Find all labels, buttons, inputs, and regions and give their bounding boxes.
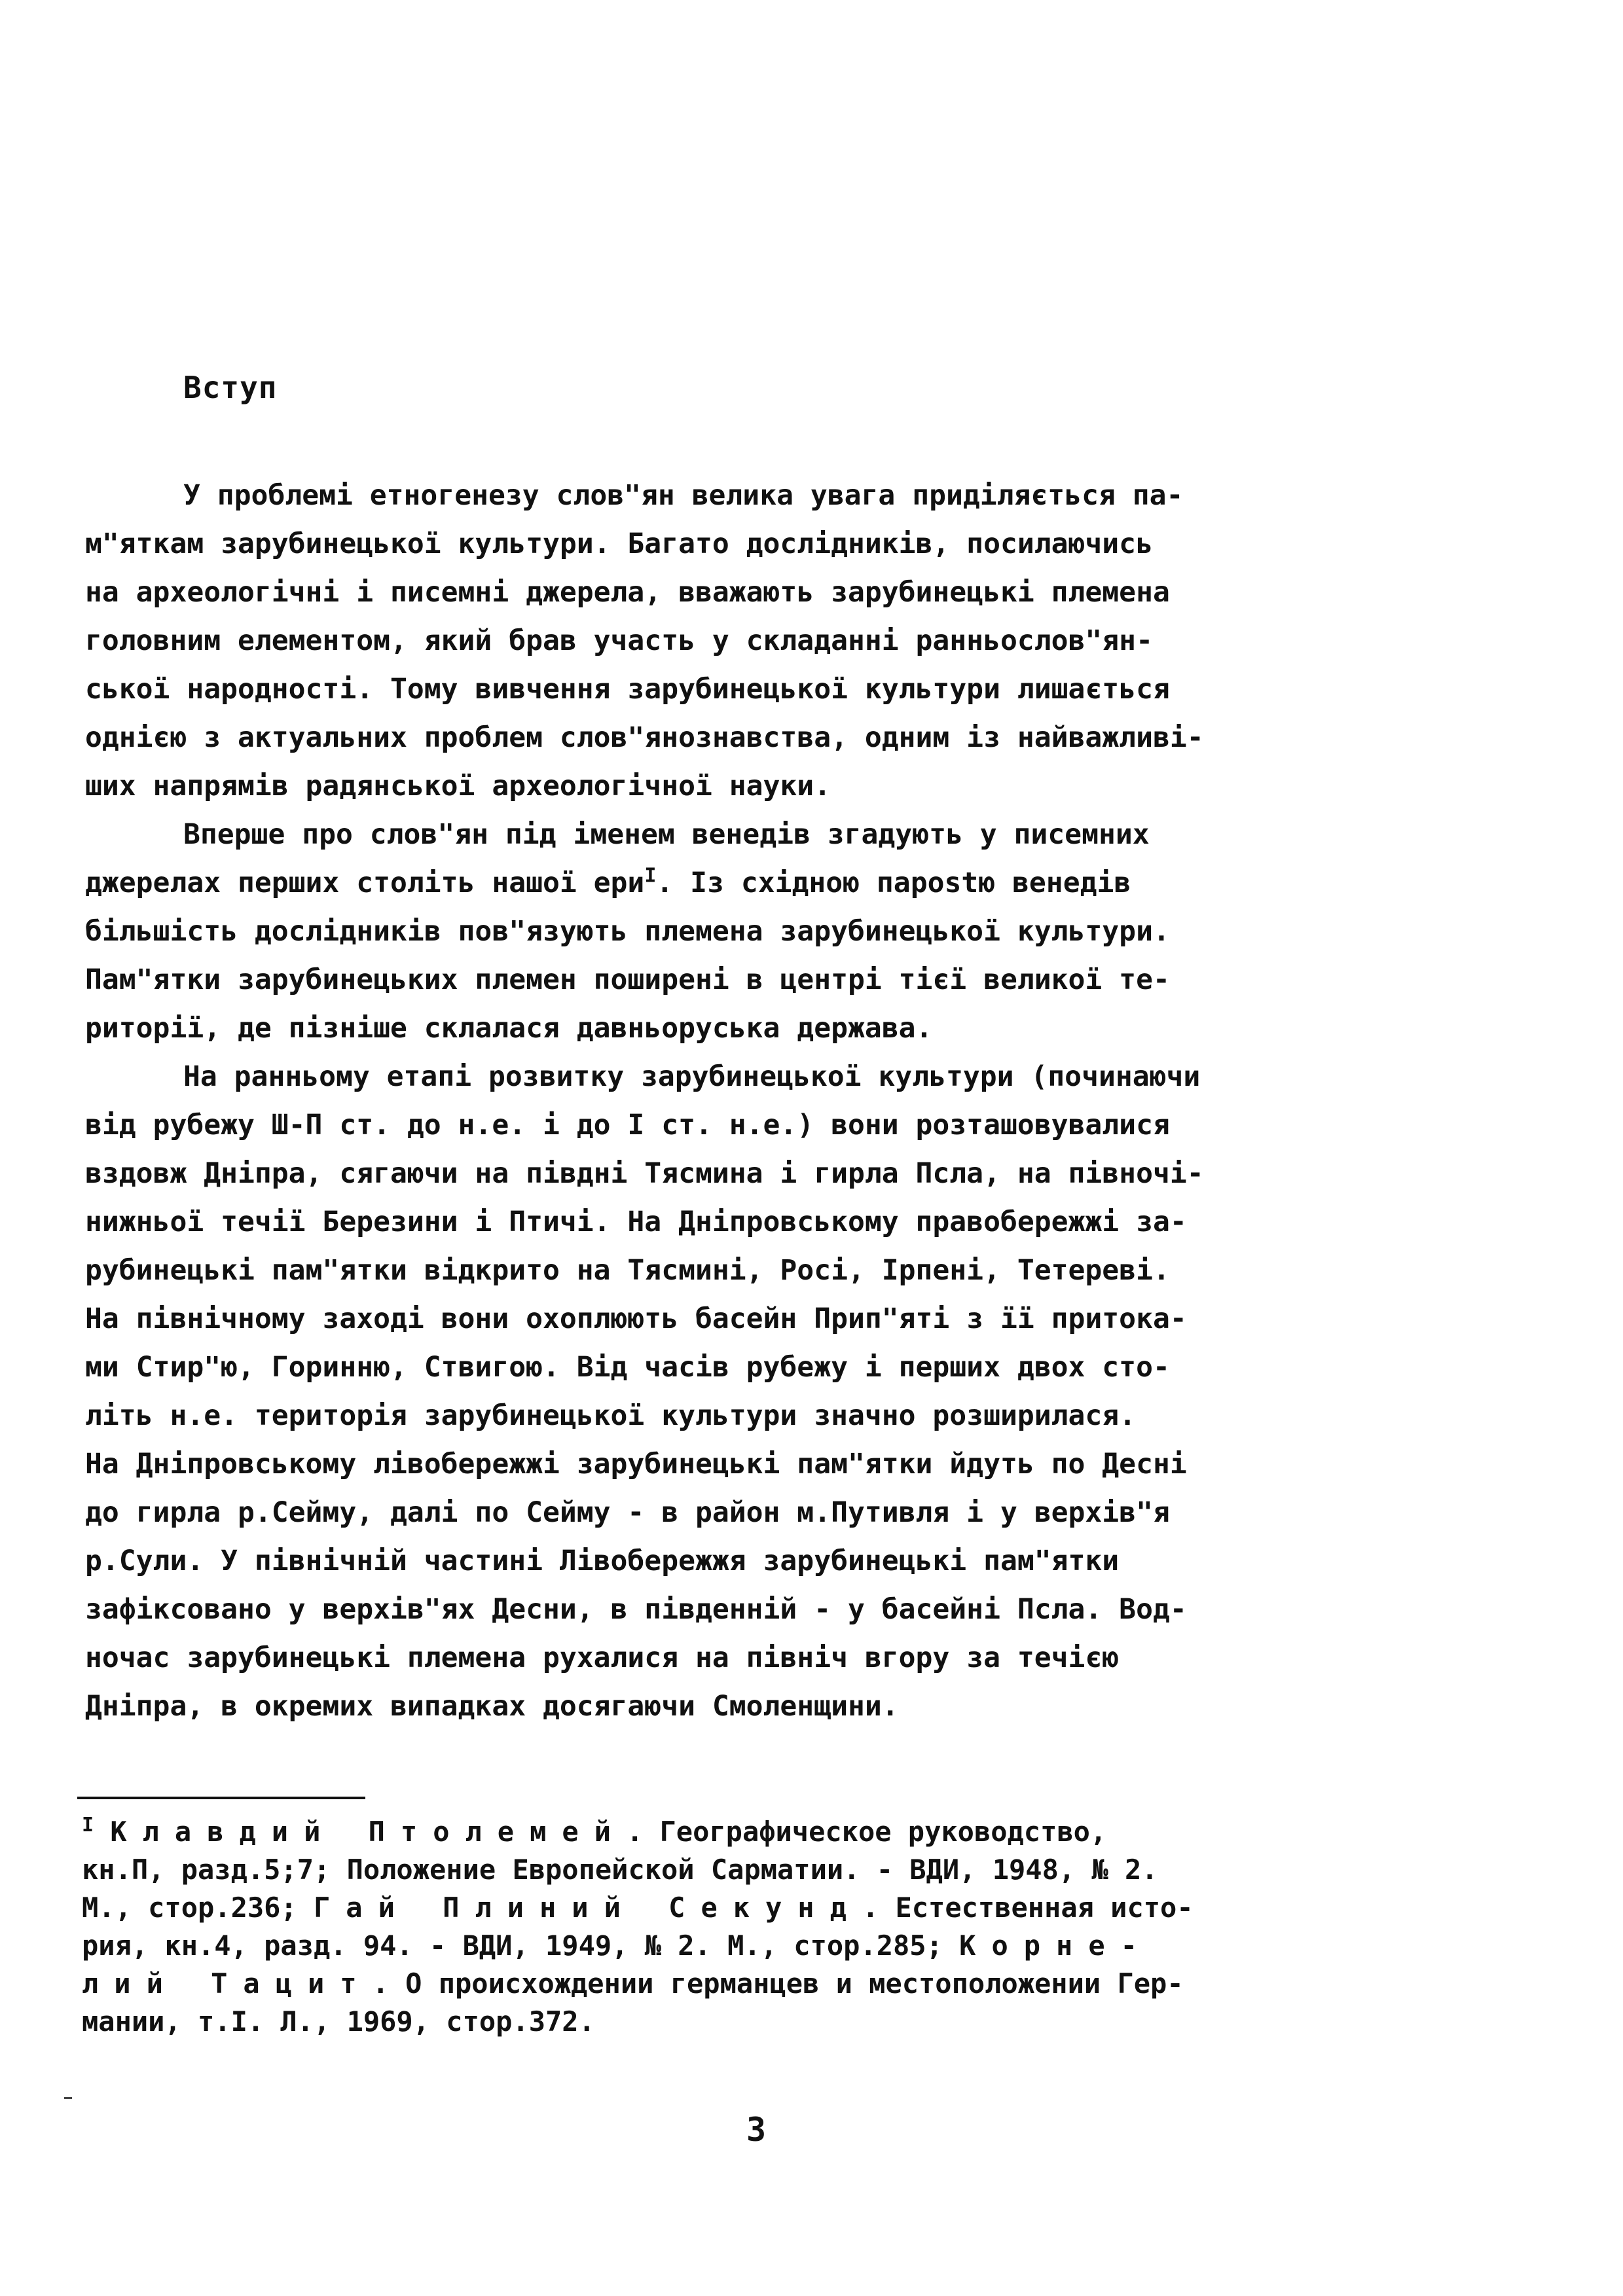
text-line: риторії, де пізніше склалася давньоруська держава. (85, 1012, 933, 1045)
citation-text: . Географическое руководство, (626, 1816, 1107, 1848)
text-line: на археологічні і писемні джерела, вважають зарубинецькі племена (85, 576, 1170, 609)
text-line (85, 859, 1447, 907)
citation-text: рия, кн.4, разд. 94. - ВДИ, 1949, № 2. М., стор.285; (82, 1929, 960, 1962)
text-line: зафіксовано у верхів"ях Десни, в південній - у басейні Псла. Вод- (85, 1593, 1187, 1626)
text-line: Дніпра, в окремих випадках досягаючи Смоленщини. (85, 1690, 899, 1723)
footnote-reference: I (644, 864, 657, 888)
author-name: Клавдий Птолемей (110, 1816, 627, 1848)
text-segment: . Із східною парostю венедів (656, 867, 1131, 899)
author-name: лий Тацит (82, 1967, 373, 2000)
footnote (82, 1813, 1476, 2041)
footnote-line (82, 2003, 1476, 2041)
text-line: Пам"ятки зарубинецьких племен поширені в центрі тієї великої те- (85, 963, 1170, 996)
footnote-line (82, 1927, 1476, 1965)
text-line: головним елементом, який брав участь у складанні ранньослов"ян- (85, 624, 1153, 657)
text-line: Вперше про слов"ян під іменем венедів згадують у писемних (183, 818, 1150, 851)
citation-text: . О происхождении германцев и местоположении Гер- (372, 1967, 1184, 2000)
text-line: до гирла р.Сейму, далі по Сейму - в район м.Путивля і у верхів"я (85, 1496, 1170, 1529)
text-line: літь н.е. територія зарубинецької культури значно розширилася. (85, 1399, 1137, 1432)
citation-text: М., стор.236; (82, 1892, 314, 1924)
author-name: Корне- (959, 1929, 1153, 1962)
citation-text: мании, т.I. Л., 1969, стор.372. (82, 2005, 595, 2037)
scan-edge-mark (64, 2097, 72, 2099)
footnote-line (82, 1851, 1476, 1889)
citation-text: . Естественная исто- (862, 1892, 1194, 1924)
text-line: р.Сули. У північній частині Лівобережжя зарубинецькі пам"ятки (85, 1545, 1120, 1577)
text-line: від рубежу Ш-П ст. до н.е. і до I ст. н.е.) вони розташовувалися (85, 1109, 1170, 1141)
footnote-line (82, 1889, 1476, 1927)
text-line: рубинецькі пам"ятки відкрито на Тясмині, Росі, Ірпені, Тетереві. (85, 1254, 1170, 1287)
text-line: ми Стир"ю, Горинню, Ствигою. Від часів рубежу і перших двох сто- (85, 1351, 1170, 1384)
footnote-line (82, 1965, 1476, 2003)
text-line: більшість дослідників пов"язують племена зарубинецької культури. (85, 915, 1170, 948)
body-text (85, 471, 1447, 1731)
text-line: ших напрямів радянської археологічної науки. (85, 770, 831, 802)
text-line: У проблемі етногенезу слов"ян велика увага приділяється па- (183, 479, 1184, 512)
citation-text: кн.П, разд.5;7; Положение Европейской Сарматии. - ВДИ, 1948, № 2. (82, 1854, 1158, 1886)
author-name: Гай Плиний Секунд (314, 1892, 862, 1924)
footnote-line (82, 1813, 1476, 1851)
text-segment: джерелах перших століть нашої ери (85, 867, 645, 899)
section-heading: Вступ (183, 370, 278, 405)
page-number: 3 (746, 2111, 767, 2149)
text-line: ської народності. Тому вивчення зарубинецької культури лишається (85, 673, 1170, 706)
text-line: нижньої течії Березини і Птичі. На Дніпровському правобережжі за- (85, 1206, 1187, 1238)
text-line: На північному заході вони охоплюють басейн Прип"яті з її притока- (85, 1302, 1187, 1335)
text-line: На Дніпровському лівобережжі зарубинецькі пам"ятки йдуть по Десні (85, 1448, 1187, 1480)
text-line: м"яткам зарубинецької культури. Багато дослідників, посилаючись (85, 528, 1153, 560)
text-line: ночас зарубинецькі племена рухалися на північ вгору за течією (85, 1641, 1120, 1674)
footnote-divider (77, 1797, 365, 1799)
footnote-mark: I (82, 1814, 94, 1837)
text-line: На ранньому етапі розвитку зарубинецької культури (починаючи (183, 1060, 1201, 1093)
text-line: вздовж Дніпра, сягаючи на півдні Тясмина і гирла Псла, на півночі- (85, 1157, 1204, 1190)
text-line: однією з актуальних проблем слов"янознавства, одним із найважливі- (85, 721, 1204, 754)
